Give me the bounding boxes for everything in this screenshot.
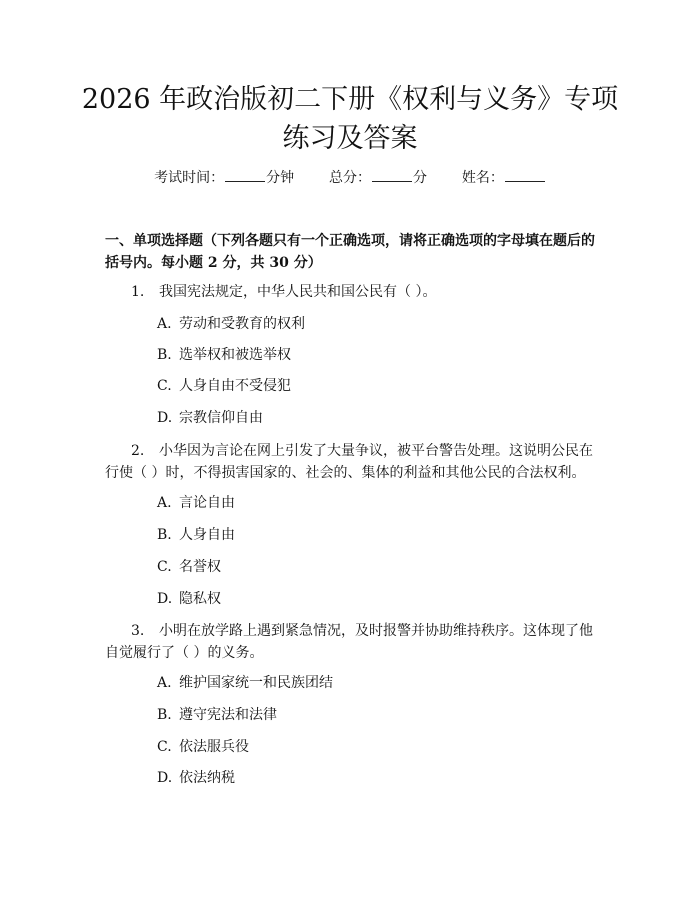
option-text: 言论自由 [179, 495, 235, 511]
question-1-option-d [157, 408, 263, 428]
question-2-option-a [157, 493, 235, 513]
option-text: 名誉权 [179, 559, 221, 575]
option-text: 宗教信仰自由 [179, 410, 263, 426]
question-3-option-d [157, 768, 235, 788]
score-label: 总分： [329, 170, 371, 186]
option-text: 人身自由 [179, 527, 235, 543]
question-3-option-c [157, 737, 249, 757]
option-text: 选举权和被选举权 [179, 347, 291, 363]
question-1-option-b [157, 345, 291, 365]
score-unit: 分 [413, 170, 427, 186]
option-letter: D. [157, 591, 173, 607]
name-blank [505, 169, 545, 182]
section-heading: 一、单项选择题（下列各题只有一个正确选项，请将正确选项的字母填在题后的括号内。每小题 2 分，共 30 分） [105, 233, 595, 271]
option-letter: C. [157, 378, 172, 394]
option-letter: A. [157, 675, 172, 691]
time-blank [225, 169, 265, 182]
option-letter: A. [157, 316, 172, 332]
option-text: 遵守宪法和法律 [179, 707, 277, 723]
question-2-option-c [157, 557, 221, 577]
option-letter: D. [157, 770, 173, 786]
option-text: 维护国家统一和民族团结 [179, 675, 333, 691]
question-3-option-b [157, 705, 277, 725]
option-letter: A. [157, 495, 172, 511]
question-text: 小华因为言论在网上引发了大量争议，被平台警告处理。这说明公民在行使（ ）时，不得损害国家的、社会的、集体的利益和其他公民的合法权利。 [105, 443, 593, 481]
question-2-option-d [157, 589, 221, 609]
option-letter: B. [157, 527, 172, 543]
question-2-option-b [157, 525, 235, 545]
question-1-option-a [157, 314, 305, 334]
option-letter: C. [157, 739, 172, 755]
time-unit: 分钟 [266, 170, 295, 186]
question-2 [105, 440, 605, 484]
document-title [60, 80, 640, 158]
question-text: 小明在放学路上遇到紧急情况，及时报警并协助维持秩序。这体现了他自觉履行了（ ）的义务。 [105, 623, 593, 661]
option-letter: B. [157, 347, 172, 363]
question-number: 1. [131, 284, 145, 300]
question-1 [105, 281, 605, 303]
title-line-1: 2026 年政治版初二下册《权利与义务》专项 [81, 84, 619, 115]
option-text: 隐私权 [179, 591, 221, 607]
title-line-2: 练习及答案 [282, 123, 418, 154]
option-letter: C. [157, 559, 172, 575]
option-text: 依法纳税 [179, 770, 235, 786]
question-3-option-a [157, 673, 333, 693]
question-text: 我国宪法规定，中华人民共和国公民有（ ）。 [159, 284, 437, 300]
question-1-option-c [157, 376, 291, 396]
option-text: 人身自由不受侵犯 [179, 378, 291, 394]
question-3 [105, 620, 605, 664]
question-number: 3. [131, 623, 145, 639]
option-letter: D. [157, 410, 173, 426]
name-label: 姓名： [461, 170, 504, 186]
time-label: 考试时间： [154, 170, 225, 186]
option-letter: B. [157, 707, 172, 723]
exam-meta-line [0, 168, 700, 188]
option-text: 劳动和受教育的权利 [179, 316, 305, 332]
option-text: 依法服兵役 [179, 739, 249, 755]
score-blank [372, 169, 412, 182]
question-number: 2. [131, 443, 145, 459]
